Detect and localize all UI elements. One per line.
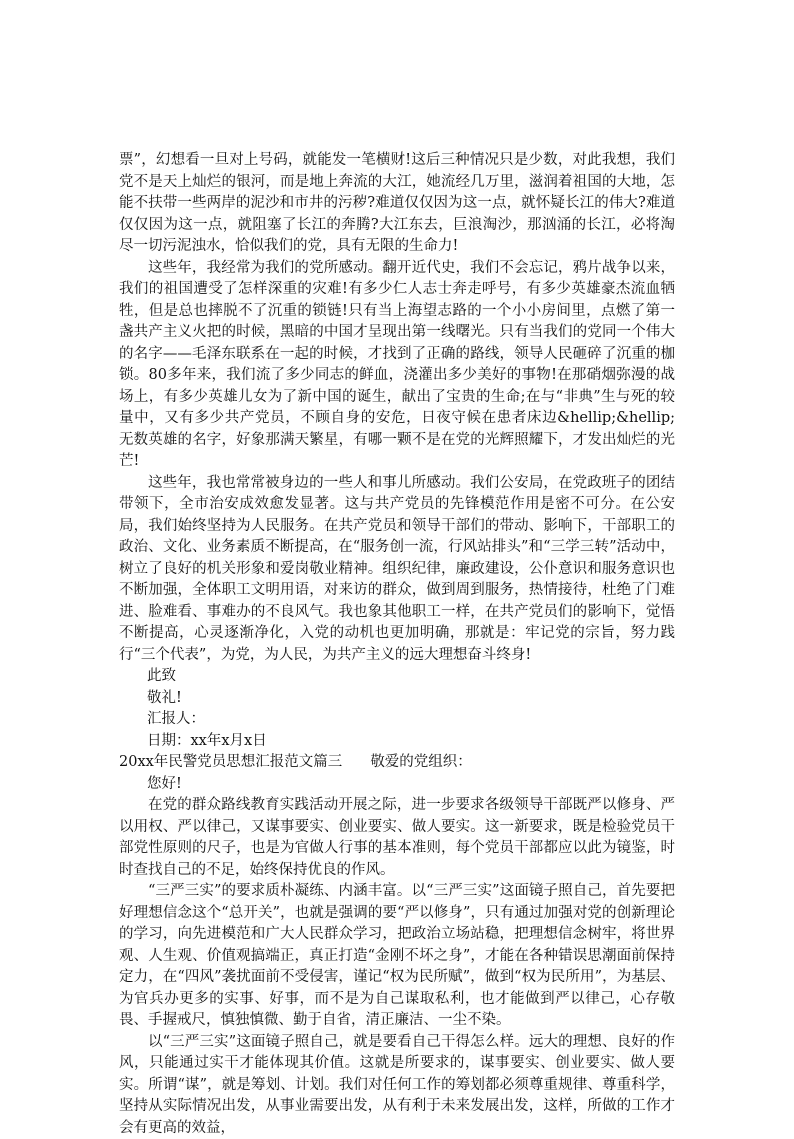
paragraph-2: 这些年，我经常为我们的党所感动。翻开近代史，我们不会忘记，鸦片战争以来，我们的祖国遭受了怎样深重的灾难!有多少仁人志士奔走呼号，有多少英雄豪杰流血牺牲，但是总也摔脱不了沉重的锁链!只有当上海望志路的一个小小房间里，点燃了第一盏共产主义火把的时候，黑暗的中国才呈现出第一线曙光。只有当我们的党同一个伟大的名字——毛泽东联系在一起的时候，才找到了正确的路线，领导人民砸碎了沉重的枷锁。80多年来，我们流了多少同志的鲜血，浇灌出多少美好的事物!在那硝烟弥漫的战场上，有多少英雄儿女为了新中国的诞生，献出了宝贵的生命;在与“非典”生与死的较量中，又有多少共产党员，不顾自身的安危，日夜守候在患者床边&hellip;&hellip; 无数英雄的名字，好象那满天繁星，有哪一颗不是在党的光辉照耀下，才发出灿烂的光芒! (119, 258, 675, 473)
paragraph-4: 在党的群众路线教育实践活动开展之际，进一步要求各级领导干部既严以修身、严以用权、严以律己，又谋事要实、创业要实、做人要实。这一新要求，既是检验党员干部党性原则的尺子，也是为官做人行事的基本准则，每个党员干部都应以此为镜鉴，时时查找自己的不足，始终保持优良的作风。 (119, 795, 675, 881)
document-page (119, 150, 675, 1139)
section-title: 20xx年民警党员思想汇报范文篇三 (119, 754, 342, 770)
section-greeting: 您好! (119, 774, 675, 796)
closing-reporter: 汇报人： (119, 709, 675, 731)
section-salutation: 敬爱的党组织： (370, 754, 472, 770)
closing-ci-zhi: 此致 (119, 666, 675, 688)
closing-date: 日期：xx年x月x日 (119, 731, 675, 753)
paragraph-1: 票”，幻想看一旦对上号码，就能发一笔横财!这后三种情况只是少数，对此我想，我们党不是天上灿烂的银河，而是地上奔流的大江，她流经几万里，滋润着祖国的大地，怎能不扶带一些两岸的泥沙和市井的污秽?难道仅仅因为这一点，就怀疑长江的伟大?难道仅仅因为这一点，就阻塞了长江的奔腾?大江东去，巨浪淘沙，那汹涌的长江，必将淘尽一切污泥浊水，恰似我们的党，具有无限的生命力! (119, 150, 675, 258)
section-heading-line (119, 752, 675, 774)
paragraph-6: 以“三严三实”这面镜子照自己，就是要看自己干得怎么样。远大的理想、良好的作风，只能通过实干才能体现其价值。这就是所要求的，谋事要实、创业要实、做人要实。所谓“谋”，就是筹划、计划。我们对任何工作的筹划都必须尊重规律、尊重科学，坚持从实际情况出发，从事业需要出发，从有利于未来发展出发，这样，所做的工作才会有更高的效益， (119, 1032, 675, 1139)
closing-jing-li: 敬礼! (119, 688, 675, 710)
paragraph-3: 这些年，我也常常被身边的一些人和事儿所感动。我们公安局，在党政班子的团结带领下，全市治安成效愈发显著。这与共产党员的先锋模范作用是密不可分。在公安局，我们始终坚持为人民服务。在共产党员和领导干部们的带动、影响下，干部职工的政治、文化、业务素质不断提高，在“服务创一流，行风站排头”和“三学三转”活动中，树立了良好的机关形象和爱岗敬业精神。组织纪律，廉政建设，公仆意识和服务意识也不断加强，全体职工文明用语，对来访的群众，做到周到服务，热情接待，杜绝了门难进、脸难看、事难办的不良风气。我也象其他职工一样，在共产党员们的影响下，觉悟不断提高，心灵逐渐净化，入党的动机也更加明确，那就是：牢记党的宗旨，努力践行“三个代表”，为党，为人民，为共产主义的远大理想奋斗终身! (119, 473, 675, 667)
paragraph-5: “三严三实”的要求质朴凝练、内涵丰富。以“三严三实”这面镜子照自己，首先要把好理想信念这个“总开关”，也就是强调的要“严以修身”，只有通过加强对党的创新理论的学习，向先进模范和广大人民群众学习，把政治立场站稳，把理想信念树牢，将世界观、人生观、价值观搞端正，真正打造“金刚不坏之身”，才能在各种错误思潮面前保持定力，在“四风”袭扰面前不受侵害，谨记“权为民所赋”，做到“权为民所用”，为基层、为官兵办更多的实事、好事，而不是为自己谋取私利，也才能做到严以律己，心存敬畏、手握戒尺，慎独慎微、勤于自省，清正廉洁、一尘不染。 (119, 881, 675, 1032)
